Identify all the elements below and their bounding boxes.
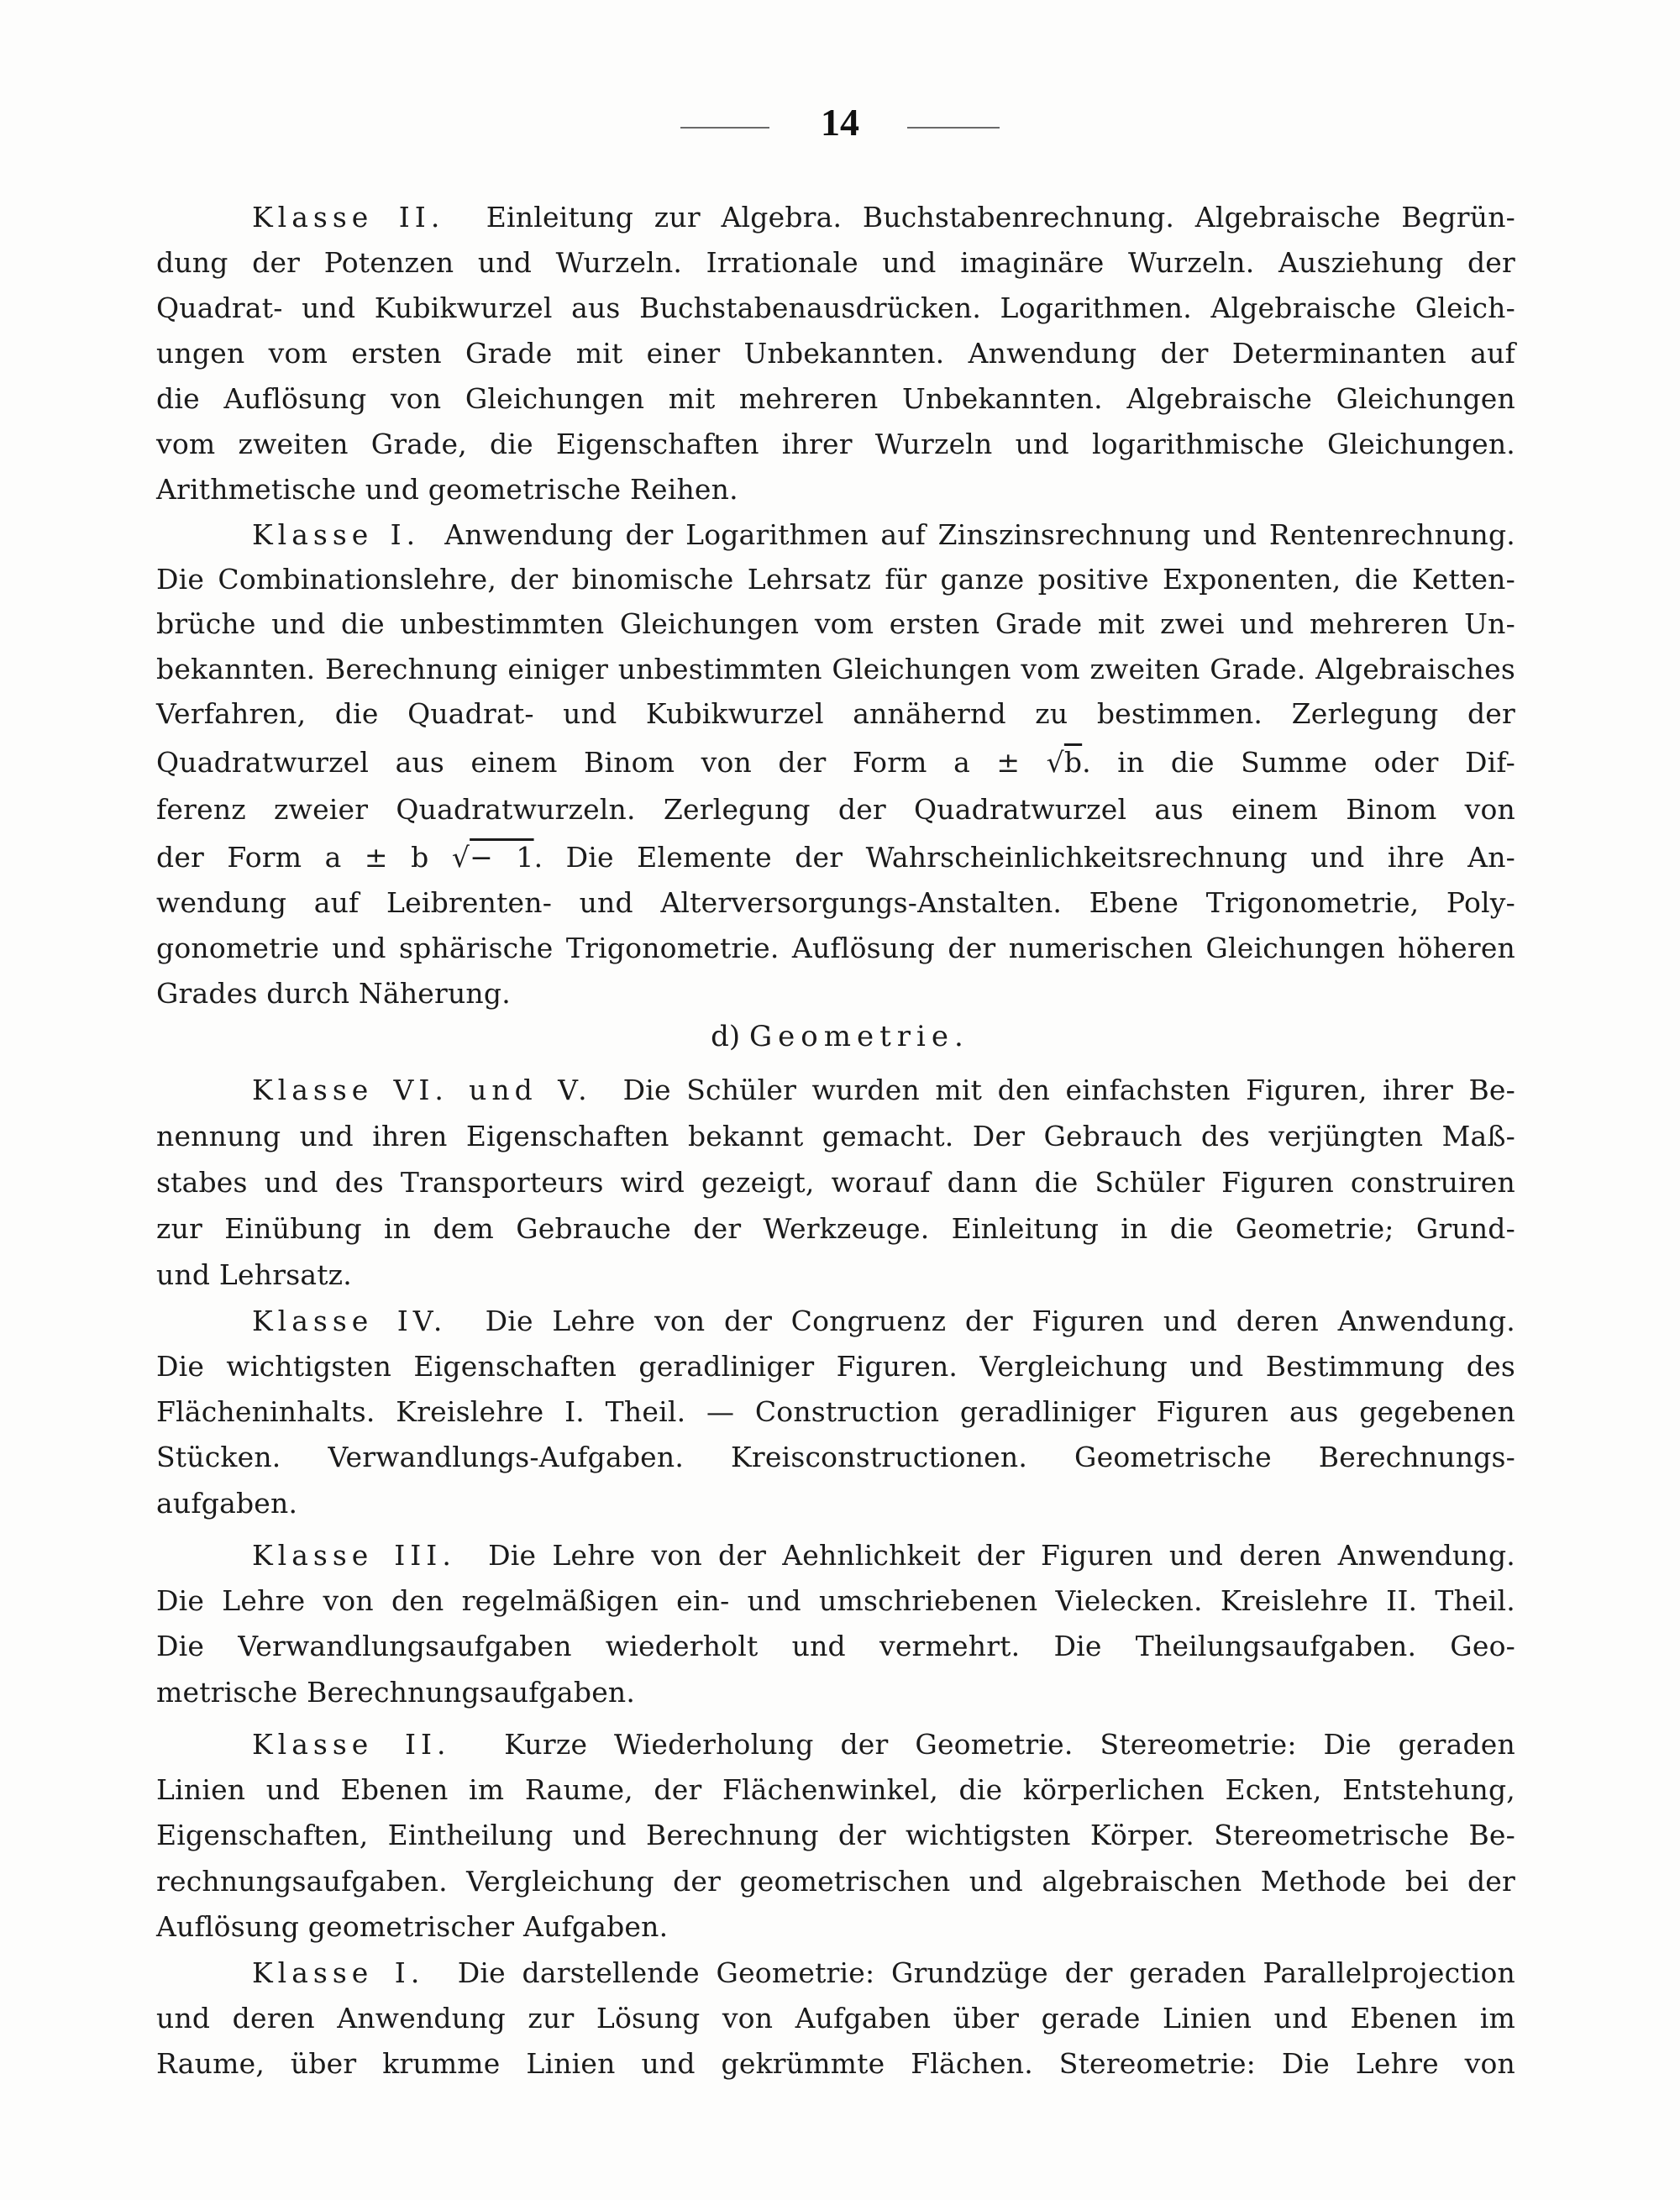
class-label: Klasse VI. und V. <box>252 1074 592 1106</box>
paragraph-line: zur Einübung in dem Gebrauche der Werkzeuge. Einleitung in die Geometrie; Grund- <box>156 1212 1515 1245</box>
paragraph-line: Klasse IV. Die Lehre von der Congruenz der Figuren und deren Anwendung. <box>252 1305 1515 1337</box>
page-number: 14 <box>821 101 859 144</box>
paragraph-line-formula: der Form a ± b √− 1. Die Elemente der Wahrscheinlichkeitsrechnung und ihre An- <box>156 841 1515 874</box>
paragraph-line: Verfahren, die Quadrat- und Kubikwurzel annähernd zu bestimmen. Zerlegung der <box>156 697 1515 730</box>
paragraph-line: rechnungsaufgaben. Vergleichung der geometrischen und algebraischen Methode bei der <box>156 1865 1515 1898</box>
paragraph-line: Klasse VI. und V. Die Schüler wurden mit den einfachsten Figuren, ihrer Be- <box>252 1074 1515 1106</box>
paragraph-line: Klasse III. Die Lehre von der Aehnlichkeit der Figuren und deren Anwendung. <box>252 1539 1515 1572</box>
paragraph-line-formula: Quadratwurzel aus einem Binom von der Form a ± √b. in die Summe oder Dif- <box>156 746 1515 779</box>
class-label: Klasse I. <box>252 1956 425 1989</box>
section-heading-prefix: d) <box>711 1020 741 1053</box>
class-label: Klasse IV. <box>252 1305 448 1337</box>
paragraph-line: gonometrie und sphärische Trigonometrie. Auflösung der numerischen Gleichungen höheren <box>156 932 1515 964</box>
section-heading-title: Geometrie. <box>749 1020 969 1053</box>
paragraph-line: nennung und ihren Eigenschaften bekannt gemacht. Der Gebrauch des verjüngten Maß- <box>156 1120 1515 1153</box>
paragraph-line: brüche und die unbestimmten Gleichungen vom ersten Grade mit zwei und mehreren Un- <box>156 607 1515 640</box>
class-label: Klasse III. <box>252 1539 456 1572</box>
paragraph-line: Die Combinationslehre, der binomische Lehrsatz für ganze positive Exponenten, die Ketten- <box>156 563 1515 596</box>
paragraph-line: Klasse II. Einleitung zur Algebra. Buchstabenrechnung. Algebraische Begrün- <box>252 201 1515 234</box>
paragraph-line: Grades durch Näherung. <box>156 977 511 1010</box>
paragraph-line: Die wichtigsten Eigenschaften geradliniger Figuren. Vergleichung und Bestimmung des <box>156 1350 1515 1383</box>
paragraph-line: Raume, über krumme Linien und gekrümmte Flächen. Stereometrie: Die Lehre von <box>156 2047 1515 2080</box>
section-heading <box>0 1017 1680 1056</box>
paragraph-line: Klasse I. Die darstellende Geometrie: Grundzüge der geraden Parallelprojection <box>252 1956 1515 1989</box>
paragraph-line: vom zweiten Grade, die Eigenschaften ihrer Wurzeln und logarithmische Gleichungen. <box>156 428 1515 460</box>
radicand: b <box>1063 746 1083 779</box>
paragraph-line: Eigenschaften, Eintheilung und Berechnung der wichtigsten Körper. Stereometrische Be- <box>156 1819 1515 1851</box>
paragraph-line: Klasse II. Kurze Wiederholung der Geometrie. Stereometrie: Die geraden <box>252 1728 1515 1761</box>
paragraph-line: und deren Anwendung zur Lösung von Aufgaben über gerade Linien und Ebenen im <box>156 2002 1515 2035</box>
paragraph-line: aufgaben. <box>156 1487 298 1520</box>
class-label: Klasse II. <box>252 201 445 234</box>
header-dash-right <box>907 127 1000 129</box>
paragraph-line: Quadrat- und Kubikwurzel aus Buchstabenausdrücken. Logarithmen. Algebraische Gleich- <box>156 291 1515 324</box>
paragraph-line: dung der Potenzen und Wurzeln. Irrationale und imaginäre Wurzeln. Ausziehung der <box>156 246 1515 279</box>
paragraph-line: die Auflösung von Gleichungen mit mehreren Unbekannten. Algebraische Gleichungen <box>156 382 1515 415</box>
paragraph-line: Stücken. Verwandlungs-Aufgaben. Kreisconstructionen. Geometrische Berechnungs- <box>156 1441 1515 1473</box>
paragraph-line: Arithmetische und geometrische Reihen. <box>156 473 738 506</box>
paragraph-line: Linien und Ebenen im Raume, der Flächenwinkel, die körperlichen Ecken, Entstehung, <box>156 1773 1515 1806</box>
paragraph-line: und Lehrsatz. <box>156 1258 352 1291</box>
class-label: Klasse I. <box>252 518 421 551</box>
paragraph-line: Klasse I. Anwendung der Logarithmen auf Zinszinsrechnung und Rentenrechnung. <box>252 518 1515 551</box>
paragraph-line: bekannten. Berechnung einiger unbestimmten Gleichungen vom zweiten Grade. Algebraisches <box>156 653 1515 685</box>
paragraph-line: Die Lehre von den regelmäßigen ein- und umschriebenen Vielecken. Kreislehre II. Theil. <box>156 1584 1515 1617</box>
paragraph-line: metrische Berechnungsaufgaben. <box>156 1676 636 1709</box>
header-dash-left <box>680 127 769 129</box>
page-header <box>0 99 1680 150</box>
paragraph-line: ferenz zweier Quadratwurzeln. Zerlegung der Quadratwurzel aus einem Binom von <box>156 793 1515 826</box>
paragraph-line: Auflösung geometrischer Aufgaben. <box>156 1910 669 1943</box>
paragraph-line: Flächeninhalts. Kreislehre I. Theil. — Construction geradliniger Figuren aus gegebenen <box>156 1395 1515 1428</box>
paragraph-line: wendung auf Leibrenten- und Alterversorgungs-Anstalten. Ebene Trigonometrie, Poly- <box>156 886 1515 919</box>
class-label: Klasse II. <box>252 1728 451 1761</box>
paragraph-line: ungen vom ersten Grade mit einer Unbekannten. Anwendung der Determinanten auf <box>156 337 1515 370</box>
paragraph-line: Die Verwandlungsaufgaben wiederholt und vermehrt. Die Theilungsaufgaben. Geo- <box>156 1630 1515 1662</box>
radicand: − 1 <box>470 841 534 874</box>
paragraph-line: stabes und des Transporteurs wird gezeigt, worauf dann die Schüler Figuren construiren <box>156 1166 1515 1199</box>
